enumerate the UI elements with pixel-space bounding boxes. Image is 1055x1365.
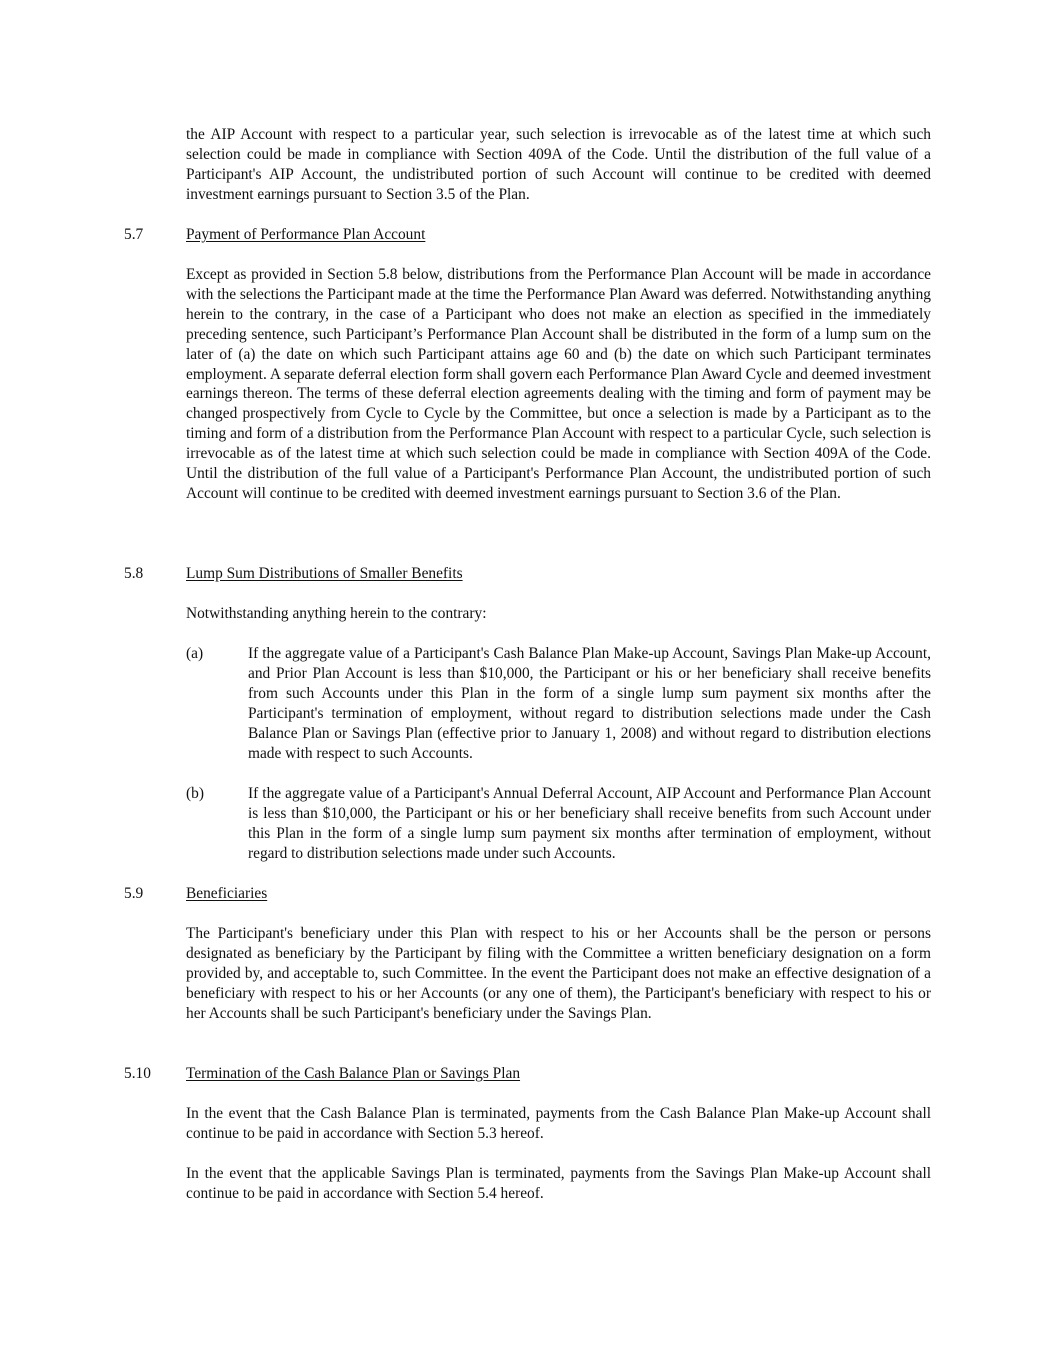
section-5-10-paragraph-2: In the event that the applicable Savings Plan is terminated, payments from the Savings Plan Make-up Account shall continue to be paid in accordance with Section 5.4 hereof. — [186, 1165, 931, 1202]
section-5-9-paragraph: The Participant's beneficiary under this Plan with respect to his or her Accounts shall be the person or persons designated as beneficiary by the Participant by filing with the Committee a written beneficiary designation on a form provided by, and acceptable to, such Committee. In the event the Participant does not make an effective designation of a beneficiary with respect to his or her Accounts (or any one of them), the Participant's beneficiary with respect to his or her Accounts shall be such Participant's beneficiary under the Savings Plan. — [186, 925, 931, 1022]
section-heading-5-8: Lump Sum Distributions of Smaller Benefits — [186, 565, 463, 582]
section-5-7-paragraph: Except as provided in Section 5.8 below, distributions from the Performance Plan Account will be made in accordance with the selections the Participant made at the time the Performance Plan Award was deferred. Notwithstanding anything herein to the contrary, in the case of a Participant who does not make an election as specified in the immediately preceding sentence, such Participant’s Performance Plan Account shall be distributed in the form of a lump sum on the later of (a) the date on which such Participant attains age 60 and (b) the date on which such Participant terminates employment. A separate deferral election form shall govern each Performance Plan Award Cycle and deemed investment earnings thereon. The terms of these deferral election agreements dealing with the timing and form of payment may be changed prospectively from Cycle to Cycle by the Committee, but once a selection is made by a Participant as to the timing and form of a distribution from the Performance Plan Account with respect to a particular Cycle, such selection is irrevocable as of the latest time at which such selection could be made in compliance with Section 409A of the Code. Until the distribution of the full value of a Participant's Performance Plan Account, the undistributed portion of such Account will continue to be credited with deemed investment earnings pursuant to Section 3.6 of the Plan. — [186, 266, 931, 502]
section-number-5-10: 5.10 — [124, 1065, 151, 1082]
list-item-text-b: If the aggregate value of a Participant's Annual Deferral Account, AIP Account and Performance Plan Account is less than $10,000, the Participant or his or her beneficiary shall receive benefits from such Account under this Plan in the form of a single lump sum payment six months after termination of employment, without regard to distribution selections made under such Accounts. — [248, 785, 931, 862]
list-item-text-a: If the aggregate value of a Participant's Cash Balance Plan Make-up Account, Savings Plan Make-up Account, and Prior Plan Account is less than $10,000, the Participant or his or her beneficiary shall receive benefits from such Accounts under this Plan in the form of a single lump sum payment six months after the Participant's termination of employment, without regard to distribution selections made under the Cash Balance Plan or Savings Plan (effective prior to January 1, 2008) and without regard to distribution elections made with respect to such Accounts. — [248, 645, 931, 762]
section-number-5-8: 5.8 — [124, 565, 144, 582]
intro-paragraph: the AIP Account with respect to a particular year, such selection is irrevocable as of the latest time at which such selection could be made in compliance with Section 409A of the Code. Until the distribution of the full value of a Participant's AIP Account, the undistributed portion of such Account will continue to be credited with deemed investment earnings pursuant to Section 3.5 of the Plan. — [186, 126, 931, 203]
section-number-5-7: 5.7 — [124, 226, 144, 243]
list-item-label-a: (a) — [186, 645, 204, 662]
section-number-5-9: 5.9 — [124, 885, 144, 902]
list-item-label-b: (b) — [186, 785, 204, 802]
section-5-10-paragraph-1: In the event that the Cash Balance Plan is terminated, payments from the Cash Balance Plan Make-up Account shall continue to be paid in accordance with Section 5.3 hereof. — [186, 1105, 931, 1142]
section-heading-5-10: Termination of the Cash Balance Plan or Savings Plan — [186, 1065, 521, 1082]
section-heading-5-7: Payment of Performance Plan Account — [186, 226, 426, 243]
section-5-8-intro: Notwithstanding anything herein to the contrary: — [186, 605, 487, 622]
section-heading-5-9: Beneficiaries — [186, 885, 268, 902]
